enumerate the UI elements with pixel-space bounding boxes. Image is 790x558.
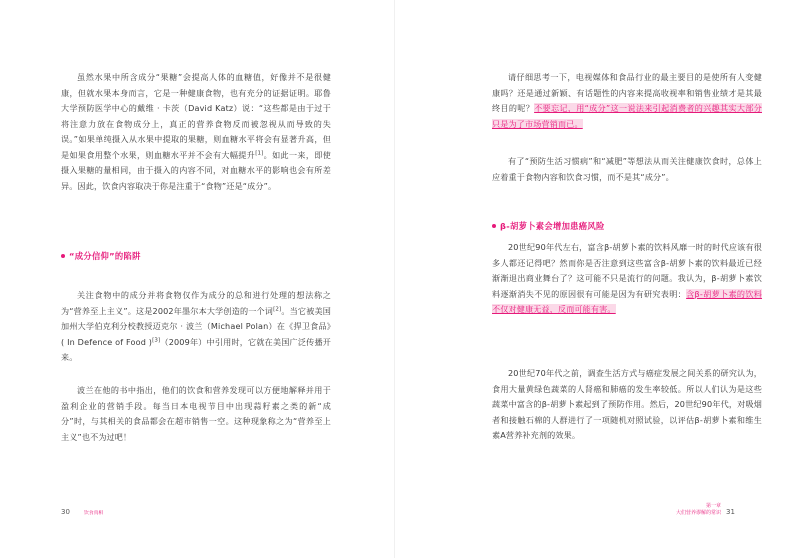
section-heading-text: “成分信仰”的陷阱 [69,251,141,261]
right-para3-text: 20世纪90年代左右，富含β-胡萝卜素的饮料风靡一时的时代应该有很多人都还记得吧？然而你是否注意到这些富含β-胡萝卜素的饮料最近已经渐渐退出商业舞台了？这可能不只是流行的问题。我认为，β-胡萝卜素饮料逐渐消失不见的原因很有可能是因为有研究表明： [492,242,762,299]
right-page-number: 31 [726,508,735,516]
footnote-ref-3: [3] [152,336,161,343]
left-para2c-text: （2009年）中引用时，它就在美国广泛传播开来。 [61,336,331,362]
right-paragraph-1 [492,70,762,132]
right-page [395,0,790,558]
right-paragraph-4 [492,366,762,444]
highlight-marketing: 不要忘记，用“成分”这一说法来引起消费者的兴趣其实大部分只是为了市场营销而已。 [492,103,762,129]
left-para2a-text: 关注食物中的成分并将食物仅作为成分的总和进行处理的想法称之为“营养至上主义”。这是2002年墨尔本大学创造的一个词 [61,290,331,316]
left-para3-text: 波兰在他的书中指出，他们的饮食和营养发现可以方便地解释并用于盈利企业的营销手段。每当日本电视节目中出现蒜籽素之类的新“成分”时，与其相关的食品都会在超市销售一空。这种现象称之为“营养至上主义”也不为过吧！ [61,385,331,442]
chapter-label [641,503,721,517]
left-paragraph-1 [61,70,331,194]
right-paragraph-2 [492,154,762,185]
heading-bullet-icon [61,254,65,258]
left-page-number: 30 [61,508,70,516]
footnote-ref-2: [2] [273,305,282,312]
chapter-title: 第一章 [705,503,721,509]
section-heading-text: β-胡萝卜素会增加患癌风险 [500,221,605,231]
section-heading-ingredient-faith [61,250,141,262]
right-para1-text: 请仔细思考一下，电视媒体和食品行业的最主要目的是使所有人变健康吗？还是通过新颖、有话题性的内容来提高收视率和销售业绩才是其最终目的呢？ [492,72,762,113]
left-paragraph-2 [61,288,331,366]
section-heading-beta-carotene [492,220,605,232]
heading-bullet-icon [492,224,496,228]
highlight-beta-carotene: 含β-胡萝卜素的饮料不仅对健康无益，反而可能有害。 [492,288,763,314]
left-para2b-text: 。当它被美国加州大学伯克利分校教授迈克尔 · 波兰（Michael Polan）在《捍卫食品》( In Defence of Food ) [61,305,332,347]
right-paragraph-3 [492,240,762,318]
right-para2-text: 有了“预防生活习惯病”和“减肥”等想法从而关注健康饮食时，总体上应着重于食物内容和饮食习惯，而不是其“成分”。 [492,156,762,182]
left-running-head: 饮食真相 [84,511,104,516]
right-para4-text: 20世纪70年代之前，调查生活方式与癌症发展之间关系的研究认为，食用大量黄绿色蔬菜的人肾癌和肺癌的发生率较低。所以人们认为是这些蔬菜中富含的β-胡萝卜素起到了预防作用。然后，20世纪90年代，对吸烟者和接触石棉的人群进行了一项随机对照试验，以评估β-胡萝卜素和维生素A营养补充剂的效果。 [492,368,762,440]
left-para1-end-text: 。如此一来，即使摄入果糖的量相同，由于摄入的内容不同，对血糖水平的影响也会有所差异。因此，饮食内容取决于你是注重于“食物”还是“成分”。 [61,149,332,191]
left-para1-text: 虽然水果中所含成分“果糖”会提高人体的血糖值，好像并不是很健康，但就水果本身而言，它是一种健康食物，也有充分的证据证明。耶鲁大学预防医学中心的戴维 · 卡茨（David Katz）说：“这些都是由于过于将注意力放在食物成分上，真正的营养食物反而被忽视从而导致的失误。”如果单纯摄入从水果中提取的果糖，则血糖水平将会有显著升高，但是如果食用整个水果，则血糖水平并不会有大幅提升 [61,72,331,160]
footnote-ref-1: [1] [255,149,264,156]
chapter-subtitle: 大们营养谬解的常识 [675,510,721,516]
left-paragraph-3 [61,383,331,445]
